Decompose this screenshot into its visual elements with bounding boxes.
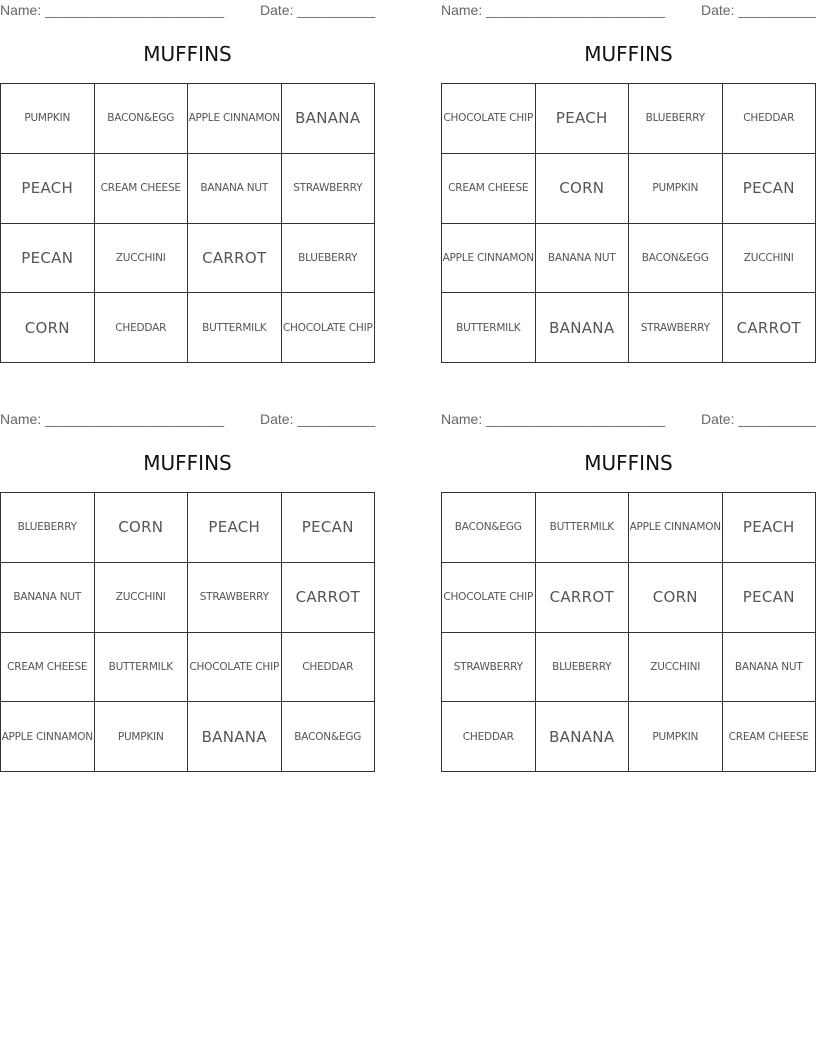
name-field[interactable]: Name: _______________________ [441,411,666,427]
card-title: MUFFINS [584,42,673,66]
bingo-cell[interactable]: CARROT [536,563,630,633]
bingo-card-2 [441,0,816,364]
bingo-card-1 [0,0,375,364]
bingo-grid [0,83,375,363]
bingo-cell[interactable]: STRAWBERRY [442,633,536,703]
bingo-cell[interactable]: BACON&EGG [442,493,536,563]
bingo-cell[interactable]: CREAM CHEESE [1,633,95,703]
bingo-cell[interactable]: ZUCCHINI [723,224,816,294]
bingo-cell[interactable]: BUTTERMILK [536,493,630,563]
bingo-cell[interactable]: PECAN [1,224,95,294]
bingo-cell[interactable]: CHOCOLATE CHIP [442,84,536,154]
bingo-cell[interactable]: ZUCCHINI [629,633,723,703]
date-field[interactable]: Date: __________ [260,411,376,427]
bingo-cell[interactable]: PECAN [282,493,376,563]
bingo-card-3 [0,409,375,773]
bingo-cell[interactable]: BLUEBERRY [536,633,630,703]
bingo-cell[interactable]: CORN [536,154,630,224]
bingo-cell[interactable]: BANANA NUT [536,224,630,294]
bingo-cell[interactable]: PEACH [1,154,95,224]
bingo-cell[interactable]: BANANA NUT [723,633,816,703]
bingo-cell[interactable]: STRAWBERRY [629,293,723,363]
bingo-cell[interactable]: PUMPKIN [95,702,189,772]
bingo-card-4 [441,409,816,773]
date-field[interactable]: Date: __________ [701,2,816,18]
bingo-cell[interactable]: CREAM CHEESE [95,154,189,224]
bingo-cell[interactable]: PUMPKIN [629,702,723,772]
bingo-grid [0,492,375,772]
bingo-cell[interactable]: APPLE CINNAMON [629,493,723,563]
bingo-cell[interactable]: CHEDDAR [95,293,189,363]
name-date-row [0,2,375,20]
card-title: MUFFINS [143,42,232,66]
bingo-cell[interactable]: CORN [1,293,95,363]
bingo-cell[interactable]: PEACH [188,493,282,563]
bingo-cell[interactable]: APPLE CINNAMON [442,224,536,294]
bingo-grid [441,83,816,363]
bingo-cell[interactable]: PUMPKIN [1,84,95,154]
date-field[interactable]: Date: __________ [701,411,816,427]
bingo-cell[interactable]: PECAN [723,154,816,224]
bingo-cell[interactable]: CREAM CHEESE [723,702,816,772]
bingo-cell[interactable]: BLUEBERRY [629,84,723,154]
bingo-cell[interactable]: BLUEBERRY [282,224,376,294]
bingo-cell[interactable]: CREAM CHEESE [442,154,536,224]
bingo-cell[interactable]: CARROT [282,563,376,633]
bingo-cell[interactable]: CORN [95,493,189,563]
bingo-cell[interactable]: BANANA [536,702,630,772]
bingo-cell[interactable]: BACON&EGG [95,84,189,154]
bingo-cell[interactable]: CARROT [188,224,282,294]
bingo-cell[interactable]: PEACH [536,84,630,154]
bingo-cell[interactable]: BUTTERMILK [188,293,282,363]
bingo-cell[interactable]: PEACH [723,493,816,563]
bingo-cell[interactable]: CHEDDAR [723,84,816,154]
name-date-row [441,2,816,20]
bingo-cell[interactable]: APPLE CINNAMON [188,84,282,154]
bingo-cell[interactable]: CHOCOLATE CHIP [282,293,376,363]
bingo-cell[interactable]: CHOCOLATE CHIP [442,563,536,633]
bingo-cell[interactable]: CARROT [723,293,816,363]
card-title: MUFFINS [143,451,232,475]
name-date-row [441,411,816,429]
name-field[interactable]: Name: _______________________ [0,411,225,427]
bingo-cell[interactable]: CHEDDAR [442,702,536,772]
bingo-cell[interactable]: CHOCOLATE CHIP [188,633,282,703]
bingo-cell[interactable]: CHEDDAR [282,633,376,703]
card-title: MUFFINS [584,451,673,475]
bingo-cell[interactable]: PUMPKIN [629,154,723,224]
bingo-grid [441,492,816,772]
bingo-cell[interactable]: BANANA NUT [188,154,282,224]
bingo-cell[interactable]: BANANA NUT [1,563,95,633]
bingo-cell[interactable]: CORN [629,563,723,633]
date-field[interactable]: Date: __________ [260,2,376,18]
name-field[interactable]: Name: _______________________ [0,2,225,18]
bingo-cell[interactable]: ZUCCHINI [95,563,189,633]
bingo-cell[interactable]: BANANA [282,84,376,154]
bingo-cell[interactable]: BACON&EGG [282,702,376,772]
bingo-cell[interactable]: STRAWBERRY [188,563,282,633]
name-date-row [0,411,375,429]
bingo-cell[interactable]: BANANA [188,702,282,772]
bingo-cell[interactable]: BUTTERMILK [442,293,536,363]
bingo-cell[interactable]: PECAN [723,563,816,633]
bingo-cell[interactable]: BLUEBERRY [1,493,95,563]
bingo-cell[interactable]: STRAWBERRY [282,154,376,224]
bingo-cell[interactable]: BANANA [536,293,630,363]
bingo-cell[interactable]: BUTTERMILK [95,633,189,703]
bingo-cell[interactable]: BACON&EGG [629,224,723,294]
name-field[interactable]: Name: _______________________ [441,2,666,18]
bingo-cell[interactable]: ZUCCHINI [95,224,189,294]
bingo-cell[interactable]: APPLE CINNAMON [1,702,95,772]
